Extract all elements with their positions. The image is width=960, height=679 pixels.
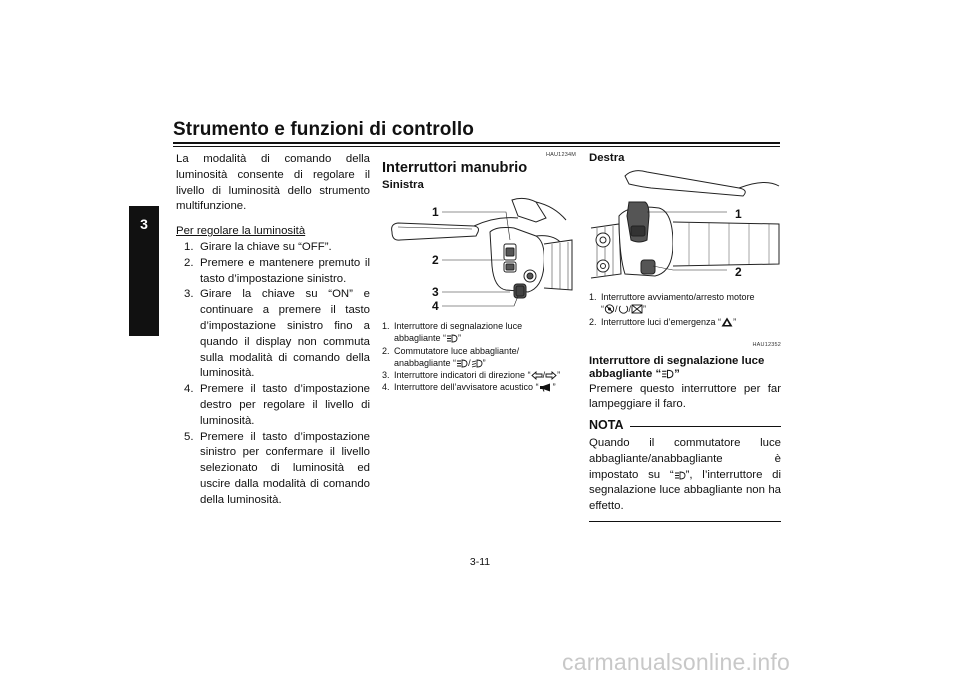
step-item: 5. Premere il tasto d’impostazione sinistro per confermare il livello selezionato di luminosità ed uscire dalla modalità di comando della luminosità.: [184, 430, 370, 506]
brightness-subhead: Per regolare la luminosità: [176, 225, 306, 238]
page-number: 3-11: [469, 556, 491, 568]
hazard-icon: [721, 317, 733, 327]
caption-item: 2. Interruttore luci d’emergenza “ ”: [589, 316, 737, 327]
column-right-switches: [589, 152, 781, 164]
high-beam-icon: [456, 359, 468, 368]
start-icon: [631, 304, 643, 314]
left-callout-4: 4: [432, 299, 439, 313]
section-code: HAU12352: [752, 342, 781, 348]
caption-item: 2. Commutatore luce abbagliante/ anabbagliante “ / ”: [382, 345, 520, 368]
engine-run-icon: [618, 304, 629, 314]
caption-item: 4. Interruttore dell’avvisatore acustico “ ”: [382, 382, 556, 393]
caption-item: 1. Interruttore avviamento/arresto motore “ / / ”: [589, 292, 755, 315]
title-rule-thin: [173, 146, 780, 147]
column-handlebar-switches: [382, 152, 576, 191]
left-callout-2: 2: [432, 253, 439, 267]
low-beam-icon: [471, 359, 483, 368]
brightness-steps: [176, 240, 370, 509]
horn-icon: [539, 383, 553, 392]
right-subtitle: Destra: [589, 152, 625, 164]
left-subtitle: Sinistra: [382, 179, 424, 191]
high-beam-icon: [661, 369, 674, 379]
title-rule: [173, 142, 780, 144]
nota-bottom-rule: [589, 521, 781, 522]
nota-rule: [630, 426, 782, 427]
right-handlebar-illustration: [589, 166, 781, 286]
right-callout-2: 2: [735, 265, 742, 279]
step-item: 3. Girare la chiave su “ON” e continuare a premere il tasto d’impostazione sinistro fino a quando il display non commuta sulla modalità di comando della luminosità.: [184, 288, 370, 380]
step-item: 2. Premere e mantenere premuto il tasto d’impostazione sinistro.: [184, 256, 370, 285]
caption-item: 3. Interruttore indicatori di direzione “ / ”: [382, 370, 561, 381]
high-beam-icon: [446, 334, 458, 343]
turn-right-icon: [545, 371, 557, 380]
section-code: HAU1234M: [545, 152, 576, 158]
chapter-number: 3: [140, 216, 148, 232]
nota-header: [589, 418, 781, 434]
caption-item: 1. Interruttore di segnalazione luce abbagliante “ ”: [382, 321, 523, 344]
left-handlebar-illustration: [386, 196, 576, 314]
step-item: 4. Premere il tasto d’impostazione destro per regolare il livello di luminosità.: [184, 383, 370, 427]
flash-section-body: Premere questo interruttore per far lampeggiare il faro.: [589, 382, 781, 411]
left-callout-1: 1: [432, 205, 439, 219]
nota-text: Quando il commutatore luce abbagliante/anabbagliante è impostato su “ ”, l’interruttore di segnalazione luce abbagliante non ha effetto.: [589, 437, 781, 513]
left-captions: [382, 320, 576, 394]
page-title: Strumento e funzioni di controllo: [173, 119, 474, 140]
high-beam-icon: [674, 471, 686, 480]
engine-stop-icon: [604, 304, 615, 314]
flash-section-title: Interruttore di segnalazione luce abbagliante “ ”: [589, 354, 765, 381]
turn-left-icon: [531, 371, 543, 380]
brightness-intro: La modalità di comando della luminosità consente di regolare il livello di luminosità dello strumento multifunzione.: [176, 153, 370, 213]
flash-section: [589, 338, 781, 522]
section-title: Interruttori manubrio: [382, 160, 528, 176]
left-callout-3: 3: [432, 285, 439, 299]
right-callout-1: 1: [735, 207, 742, 221]
nota-label: NOTA: [589, 418, 624, 433]
watermark: carmanualsonline.info: [562, 649, 790, 675]
column-brightness: [176, 152, 370, 509]
step-item: 1. Girare la chiave su “OFF”.: [184, 240, 332, 253]
right-captions: [589, 291, 781, 328]
